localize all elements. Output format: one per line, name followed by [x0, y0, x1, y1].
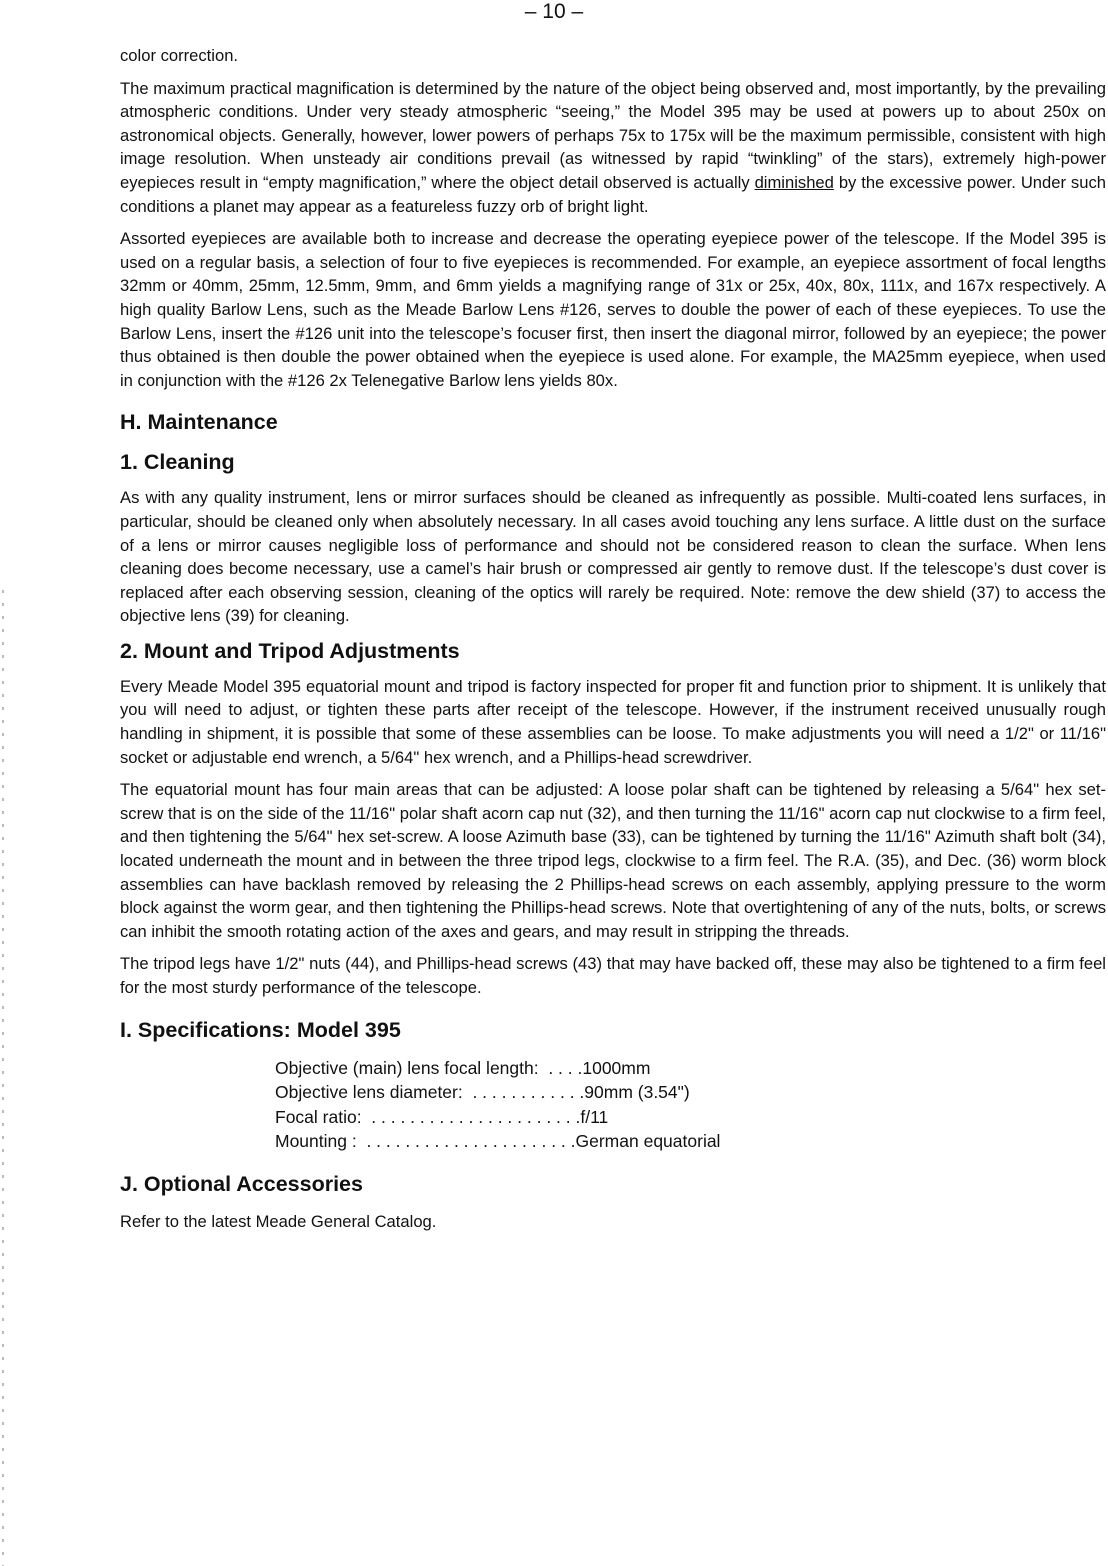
spec-mounting: Mounting : . . . . . . . . . . . . . . . . . . . . . .German equatorial — [275, 1131, 721, 1152]
document-body — [120, 44, 1106, 1242]
paragraph-mount-areas: The equatorial mount has four main areas that can be adjusted: A loose polar shaft can be tightened by releasing a 5/64" hex set-screw that is on the side of the 11/16" polar shaft acorn cap nut (32), and then turning the 11/16" acorn cap nut clockwise to a firm feel, and then tightening the 5/64" hex set-screw. A loose Azimuth base (33), can be tightened by turning the 11/16" Azimuth shaft bolt (34), located underneath the mount and in between the three tripod legs, clockwise to a firm feel. The R.A. (35), and Dec. (36) worm block assemblies can have backlash removed by releasing the 2 Phillips-head screws on each assembly, applying pressure to the worm block against the worm gear, and then tightening the Phillips-head screws. Note that overtightening of any of the nuts, bolts, or screws can inhibit the smooth rotating action of the axes and gears, and may result in stripping the threads. — [120, 780, 1106, 941]
magnification-text-end: by the excessive power. Under such conditions a planet may appear as a featureless fuzzy orb of bright light. — [120, 172, 1106, 216]
scan-edge-mark — [2, 590, 4, 1566]
specifications-list — [275, 1056, 1106, 1154]
accessories-heading: J. Optional Accessories — [120, 1171, 363, 1196]
spec-focal-length: Objective (main) lens focal length: . . . .1000mm — [275, 1057, 651, 1078]
paragraph-eyepieces: Assorted eyepieces are available both to increase and decrease the operating eyepiece power of the telescope. If the Model 395 is used on a regular basis, a selection of four to five eyepieces is recommended. For example, an eyepiece assortment of focal lengths 32mm or 40mm, 25mm, 12.5mm, 9mm, and 6mm yields a magnifying range of 31x or 25x, 40x, 80x, 111x, and 167x respectively. A high quality Barlow Lens, such as the Meade Barlow Lens #126, serves to double the power of each of these eyepieces. To use the Barlow Lens, insert the #126 unit into the telescope’s focuser first, then insert the diagonal mirror, followed by an eyepiece; the power thus obtained is then double the power obtained when the eyepiece is used alone. For example, the MA25mm eyepiece, when used in conjunction with the #126 2x Telenegative Barlow lens yields 80x. — [120, 229, 1106, 390]
spec-focal-ratio: Focal ratio: . . . . . . . . . . . . . . . . . . . . . .f/11 — [275, 1106, 609, 1127]
maintenance-heading: H. Maintenance — [120, 410, 278, 435]
paragraph-mount-inspection: Every Meade Model 395 equatorial mount and tripod is factory inspected for proper fit and function prior to shipment. It is unlikely that you will need to adjust, or tighten these parts after receipt of the telescope. However, if the instrument received unusually rough handling in shipment, it is possible that some of these assemblies can be loose. To make adjustments you will need a 1/2" or 11/16" socket or adjustable end wrench, a 5/64" hex wrench, and a Phillips-head screwdriver. — [120, 676, 1106, 767]
underlined-word: diminished — [754, 172, 834, 192]
paragraph-color-correction: color correction. — [120, 46, 239, 65]
specifications-heading: I. Specifications: Model 395 — [120, 1017, 401, 1042]
page-number: – 10 – — [524, 0, 584, 23]
magnification-text: The maximum practical magnification is determined by the nature of the object being observed and, most importantly, by the prevailing atmospheric conditions. Under very steady atmospheric “seeing,” the Model 395 may be used at powers up to about 250x on astronomical objects. Generally, however, lower powers of perhaps 75x to 175x will be the maximum permissible, consistent with high image resolution. When unsteady air conditions prevail (as witnessed by rapid “twinkling” of the stars), extremely high-power eyepieces result in “empty magnification,” where the object detail observed is actually — [120, 78, 1106, 192]
paragraph-tripod-legs: The tripod legs have 1/2" nuts (44), and Phillips-head screws (43) that may have backed off, these may also be tightened to a firm feel for the most sturdy performance of the telescope. — [120, 954, 1106, 997]
paragraph-cleaning: As with any quality instrument, lens or mirror surfaces should be cleaned as infrequently as possible. Multi-coated lens surfaces, in particular, should be cleaned only when absolutely necessary. In all cases avoid touching any lens surface. A little dust on the surface of a lens or mirror causes negligible loss of performance and should not be considered reason to clean the surface. When lens cleaning does become necessary, use a camel’s hair brush or compressed air gently to remove dust. If the telescope’s dust cover is replaced after each observing session, cleaning of the optics will rarely be required. Note: remove the dew shield (37) to access the objective lens (39) for cleaning. — [120, 488, 1106, 626]
mount-adjustments-heading: 2. Mount and Tripod Adjustments — [120, 638, 460, 663]
cleaning-heading: 1. Cleaning — [120, 450, 235, 475]
spec-lens-diameter: Objective lens diameter: . . . . . . . . . . . .90mm (3.54") — [275, 1082, 690, 1103]
paragraph-accessories: Refer to the latest Meade General Catalog. — [120, 1211, 437, 1231]
paragraph-magnification — [120, 77, 1106, 219]
